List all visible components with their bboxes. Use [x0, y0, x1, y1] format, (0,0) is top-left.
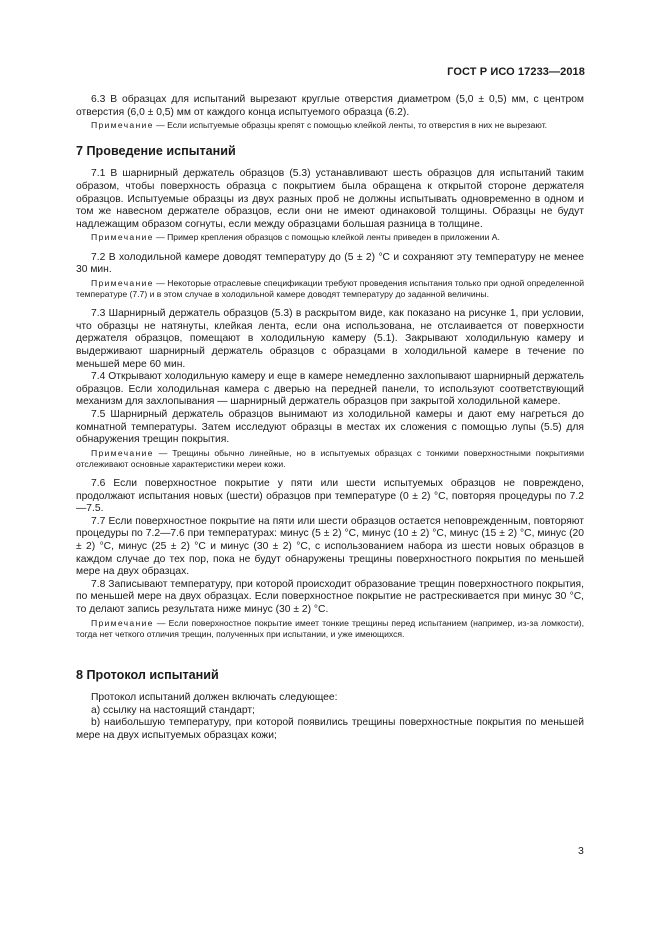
note-7-2 — [76, 278, 584, 300]
note-text: — Если поверхностное покрытие имеет тонкие трещины перед испытанием (например, из-за ломкости), тогда нет четкого отличия трещин, полученных при испытании, и уже имеющихся. — [76, 617, 584, 639]
paragraph-7-5: 7.5 Шарнирный держатель образцов вынимают из холодильной камеры и дают ему нагреться до комнатной температуры. Затем исследуют образцы в местах их сложения с помощью лупы (5.5) для обнаружения трещин покрытия. — [76, 408, 584, 446]
paragraph-6-3: 6.3 В образцах для испытаний вырезают круглые отверстия диаметром (5,0 ± 0,5) мм, с центром отверстия (6,0 ± 0,5) мм от каждого конца испытуемого образца (6.2). — [76, 94, 584, 118]
note-6-3 — [76, 120, 584, 131]
page-number: 3 — [578, 845, 584, 857]
paragraph-7-2: 7.2 В холодильной камере доводят температуру до (5 ± 2) °С и сохраняют эту температуру не менее 30 мин. — [76, 251, 584, 276]
note-7-8 — [76, 618, 584, 640]
note-label: Примечание — [91, 617, 154, 628]
note-text: — Пример крепления образцов с помощью клейкой ленты приведен в приложении А. — [153, 232, 500, 243]
paragraph-8-intro: Протокол испытаний должен включать следующее: — [91, 692, 338, 704]
paragraph-7-7: 7.7 Если поверхностное покрытие на пяти или шести образцов остается неповрежденным, повторяют процедуры по 7.2—7.6 при температурах: минус (5 ± 2) °С, минус (10 ± 2) °С, минус (15 ± 2) °С, минус (20 ± 2) °С, минус (25 ± 2) °С и минус (30 ± 2) °С, с использованием набора из шести новых образцов в каждом случае до тех пор, пока не будут обнаружены трещины поверхностного покрытия по меньшей мере на двух образцах. — [76, 515, 584, 578]
note-7-5 — [76, 448, 584, 470]
paragraph-7-6: 7.6 Если поверхностное покрытие у пяти или шести испытуемых образцов не повреждено, продолжают испытания новых (шести) образцов при температуре (0 ± 2) °С, повторяя процедуры по 7.2—7.5. — [76, 478, 584, 515]
note-label: Примечание — [91, 232, 154, 243]
list-item-a: а) ссылку на настоящий стандарт; — [91, 704, 255, 716]
note-label: Примечание — [91, 120, 154, 131]
standard-designation: ГОСТ Р ИСО 17233—2018 — [447, 66, 585, 78]
note-text: — Трещины обычно линейные, но в испытуемых образцах с тонкими поверхностными покрытиями отслеживают основные характеристики мереи кожи. — [76, 447, 584, 469]
document-body — [76, 94, 584, 742]
note-label: Примечание — [91, 447, 154, 458]
note-text: — Если испытуемые образцы крепят с помощью клейкой ленты, то отверстия в них не вырезают. — [153, 120, 548, 131]
note-label: Примечание — [91, 277, 154, 288]
note-7-1 — [76, 232, 584, 243]
list-item-b: b) наибольшую температуру, при которой появились трещины поверхностные покрытия по меньшей мере на двух испытуемых образцах кожи; — [76, 717, 584, 741]
section-heading-7: 7 Проведение испытаний — [76, 144, 236, 159]
note-text: — Некоторые отраслевые спецификации требуют проведения испытания только при одной определенной температуре (7.7) и в этом случае в холодильной камере доводят температуру до заданной величины. — [76, 277, 584, 299]
paragraph-7-1: 7.1 В шарнирный держатель образцов (5.3) устанавливают шесть образцов для испытаний таким образом, чтобы поверхность образца с покрытием была обращена к открытой стороне держателя образцов. Испытуемые образцы из двух разных проб не должны испытывать одновременно в одном и том же навесном держателе образцов, если они не имеют одинаковой толщины. Образцы не будут надлежащим образом согнуты, если между образцами большая разница в толщине. — [76, 168, 584, 230]
paragraph-7-3: 7.3 Шарнирный держатель образцов (5.3) в раскрытом виде, как показано на рисунке 1, при условии, что образцы не натянуты, клейкая лента, если она использована, не отслаивается от поверхности держателя образцов, помещают в холодильную камеру (5.1). Закрывают холодильную камеру и выдерживают шарнирный держатель образцов с образцами в холодильной камере в течение по меньшей мере 60 мин. — [76, 308, 584, 370]
paragraph-7-8: 7.8 Записывают температуру, при которой происходит образование трещин поверхностного покрытия, по меньшей мере на двух образцах. Если поверхностное покрытие не растрескивается при минус 30 °С, то делают запись результата ниже минус (30 ± 2) °С. — [76, 578, 584, 616]
section-heading-8: 8 Протокол испытаний — [76, 668, 219, 683]
paragraph-7-4: 7.4 Открывают холодильную камеру и еще в камере немедленно захлопывают шарнирный держатель образцов. Если холодильная камера с дверью на передней панели, то используют соответствующий механизм для захлопывания — шарнирный держатель образцов при закрытой холодильной камере. — [76, 371, 584, 408]
